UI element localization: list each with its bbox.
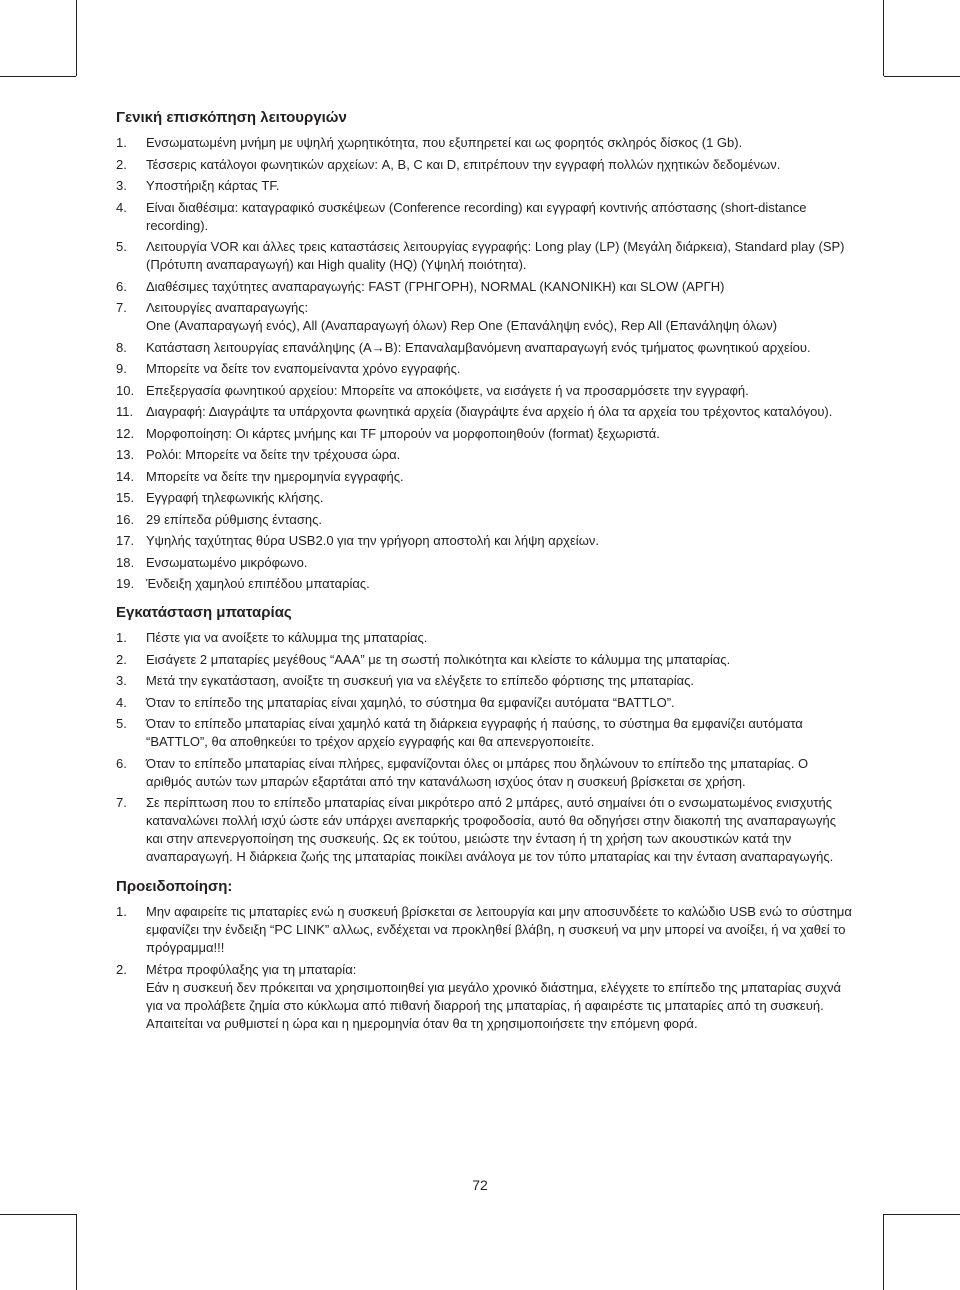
list-item: [116, 468, 856, 486]
item-text: Ενσωματωμένη μνήμη με υψηλή χωρητικότητα, που εξυπηρετεί και ως φορητός σκληρός δίσκος (1 Gb).: [146, 135, 743, 150]
item-number: 16.: [116, 511, 135, 527]
item-number: 17.: [116, 533, 135, 548]
section-title: Προειδοποίηση:: [116, 878, 233, 895]
list-item: [116, 199, 856, 235]
item-text: Ενσωματωμένο μικρόφωνο.: [146, 554, 308, 570]
list-item: [116, 961, 856, 1033]
list-item: [116, 629, 856, 647]
item-text: Μπορείτε να δείτε τον εναπομείναντα χρόνο εγγραφής.: [146, 361, 461, 376]
warning-list: [116, 903, 856, 1033]
page-number: 72: [472, 1177, 488, 1193]
item-text: Μην αφαιρείτε τις μπαταρίες ενώ η συσκευή βρίσκεται σε λειτουργία και μην αποσυνδέετε το καλώδιο USB ενώ το σύστημα εμφανίζει την ένδειξη “PC LINK” αλλως, ενδέχεται να προκληθεί βλάβη, η συσκευή να μην μπορεί να ανοίξει, ή να χαθεί το πρόγραμμα!!!: [146, 904, 852, 955]
list-item: [116, 794, 856, 866]
item-text: Μέτρα προφύλαξης για τη μπαταρία:: [146, 961, 357, 977]
item-text: Κατάσταση λειτουργίας επανάληψης (A→B): Επαναλαμβανόμενη αναπαραγωγή ενός τμήματος φωνητικού αρχείου.: [146, 339, 811, 355]
section-features: [116, 108, 856, 593]
list-item: [116, 651, 856, 669]
list-item: [116, 403, 856, 421]
item-number: 1.: [116, 630, 127, 645]
list-item: [116, 360, 856, 378]
list-item: [116, 694, 856, 712]
item-number: 7.: [116, 300, 127, 315]
list-item: [116, 299, 856, 335]
list-item: [116, 489, 856, 507]
item-number: 9.: [116, 361, 127, 376]
item-text: Μετά την εγκατάσταση, ανοίξτε τη συσκευή για να ελέγξετε το επίπεδο φόρτισης της μπαταρίας.: [146, 673, 695, 688]
item-number: 5.: [116, 716, 127, 731]
item-number: 12.: [116, 425, 135, 441]
item-number: 14.: [116, 468, 135, 484]
item-number: 11.: [116, 404, 134, 419]
item-text: Διαθέσιμες ταχύτητες αναπαραγωγής: FAST (ΓΡΗΓΟΡΗ), NORMAL (ΚΑΝΟΝΙΚΗ) και SLOW (ΑΡΓΗ): [146, 278, 725, 294]
list-item: [116, 382, 856, 400]
list-item: [116, 134, 856, 152]
item-text: Όταν το επίπεδο μπαταρίας είναι χαμηλό κατά τη διάρκεια εγγραφής ή παύσης, το σύστημα θα εμφανίζει αυτόματα “BATTLO”, θα αποθηκεύει το τρέχον αρχείο εγγραφής και θα απενεργοποιείτε.: [146, 716, 803, 749]
section-title: Γενική επισκόπηση λειτουργιών: [116, 109, 347, 126]
item-number: 18.: [116, 554, 135, 570]
item-number: 4.: [116, 694, 127, 710]
item-number: 3.: [116, 673, 127, 688]
list-item: [116, 425, 856, 443]
item-number: 4.: [116, 199, 127, 215]
battery-install-list: [116, 629, 856, 866]
crop-mark-left-top-h: [0, 76, 76, 77]
item-text: Είναι διαθέσιμα: καταγραφικό συσκέψεων (Conference recording) και εγγραφή κοντινής απόστασης (short-distance recording).: [146, 199, 807, 233]
crop-mark-bottom-right: [883, 1214, 884, 1290]
list-item: [116, 755, 856, 791]
item-number: 8.: [116, 339, 127, 355]
item-number: 10.: [116, 382, 135, 398]
crop-mark-right-bottom-h: [884, 1214, 960, 1215]
list-item: [116, 554, 856, 572]
document-body: [116, 108, 856, 1036]
item-text: Ένδειξη χαμηλού επιπέδου μπαταρίας.: [146, 576, 370, 591]
item-text: Διαγραφή: Διαγράψτε τα υπάρχοντα φωνητικά αρχεία (διαγράψτε ένα αρχείο ή όλα τα αρχεία του τρέχοντος καταλόγου).: [146, 404, 833, 419]
item-text: Εγγραφή τηλεφωνικής κλήσης.: [146, 490, 324, 505]
crop-mark-top-right: [883, 0, 884, 76]
list-item: [116, 238, 856, 274]
list-item: [116, 532, 856, 550]
item-number: 5.: [116, 239, 127, 254]
list-item: [116, 278, 856, 296]
list-item: [116, 672, 856, 690]
item-number: 7.: [116, 795, 127, 810]
crop-mark-top-left: [76, 0, 77, 76]
item-text: Εισάγετε 2 μπαταρίες μεγέθους “AAA” με τη σωστή πολικότητα και κλείστε το κάλυμμα της μπαταρίας.: [146, 651, 731, 667]
item-text: Πέστε για να ανοίξετε το κάλυμμα της μπαταρίας.: [146, 630, 428, 645]
item-text: Μορφοποίηση: Οι κάρτες μνήμης και TF μπορούν να μορφοποιηθούν (format) ξεχωριστά.: [146, 425, 660, 441]
list-item: [116, 446, 856, 464]
item-text: 29 επίπεδα ρύθμισης έντασης.: [146, 511, 322, 527]
list-item: [116, 511, 856, 529]
section-battery-install: [116, 603, 856, 866]
item-text: Λειτουργίες αναπαραγωγής:: [146, 300, 309, 315]
item-number: 13.: [116, 447, 135, 462]
item-number: 2.: [116, 961, 127, 977]
item-number: 1.: [116, 904, 127, 919]
list-item: [116, 575, 856, 593]
item-number: 2.: [116, 156, 127, 172]
item-text: Τέσσερις κατάλογοι φωνητικών αρχείων: A, B, C και D, επιτρέπουν την εγγραφή πολλών ηχητικών δεδομένων.: [146, 156, 781, 172]
item-number: 1.: [116, 135, 127, 150]
item-text: Λειτουργία VOR και άλλες τρεις καταστάσεις λειτουργίας εγγραφής: Long play (LP) (Μεγάλη διάρκεια), Standard play (SP) (Πρότυπη αναπαραγωγή) και High quality (HQ) (Υψηλή ποιότητα).: [146, 239, 845, 272]
item-text: Σε περίπτωση που το επίπεδο μπαταρίας είναι μικρότερο από 2 μπάρες, αυτό σημαίνει ότι ο ενσωματωμένος ενισχυτής καταναλώνει πολλή ισχύ ώστε εάν υπάρχει ανεπαρκής τροφοδοσία, αυτό θα οδηγήσει στην διακοπή της αναπαραγωγής και στην απενεργοποίηση της συσκευής. Ως εκ τούτου, μειώστε την ένταση ή τη χρήση των ακουστικών κατά την αναπαραγωγή. Η διάρκεια ζωής της μπαταρίας ποικίλει ανάλογα με τον τύπο μπαταρίας και την ένταση αναπαραγωγής.: [146, 795, 837, 864]
crop-mark-right-top-h: [884, 76, 960, 77]
item-number: 19.: [116, 576, 135, 591]
item-text: Ρολόι: Μπορείτε να δείτε την τρέχουσα ώρα.: [146, 447, 401, 462]
list-item: [116, 177, 856, 195]
list-item: [116, 156, 856, 174]
item-number: 6.: [116, 278, 127, 294]
list-item: [116, 339, 856, 357]
item-text: Μπορείτε να δείτε την ημερομηνία εγγραφής.: [146, 468, 404, 484]
item-text-continued: One (Αναπαραγωγή ενός), All (Αναπαραγωγή όλων) Rep One (Επανάληψη ενός), Rep All (Επανάληψη όλων): [146, 318, 778, 333]
crop-mark-left-bottom-h: [0, 1214, 76, 1215]
item-number: 2.: [116, 651, 127, 667]
section-title: Εγκατάσταση μπαταρίας: [116, 604, 292, 621]
item-number: 15.: [116, 490, 135, 505]
item-text: Όταν το επίπεδο της μπαταρίας είναι χαμηλό, το σύστημα θα εμφανίζει αυτόματα “BATTLO”.: [146, 694, 675, 710]
item-text: Υψηλής ταχύτητας θύρα USB2.0 για την γρήγορη αποστολή και λήψη αρχείων.: [146, 533, 599, 548]
item-text-continued: Εάν η συσκευή δεν πρόκειται να χρησιμοποιηθεί για μεγάλο χρονικό διάστημα, ελέγχετε το επίπεδο της μπαταρίας συχνά για να προλάβετε ζημία στο κύκλωμα από πιθανή διαρροή της μπαταρίας, ή αφαιρέστε τις μπαταρίες από τη συσκευή. Απαιτείται να ρυθμιστεί η ώρα και η ημερομηνία όταν θα τη χρησιμοποιήσετε την επόμενη φορά.: [146, 979, 842, 1031]
features-list: [116, 134, 856, 593]
list-item: [116, 715, 856, 751]
item-text: Υποστήριξη κάρτας TF.: [146, 178, 280, 193]
list-item: [116, 903, 856, 957]
item-number: 6.: [116, 755, 127, 771]
section-warning: [116, 877, 856, 1033]
item-number: 3.: [116, 178, 127, 193]
item-text: Επεξεργασία φωνητικού αρχείου: Μπορείτε να αποκόψετε, να εισάγετε ή να προσαρμόσετε την εγγραφή.: [146, 382, 749, 398]
item-text: Όταν το επίπεδο μπαταρίας είναι πλήρες, εμφανίζονται όλες οι μπάρες που δηλώνουν το επίπεδο της μπαταρίας. Ο αριθμός αυτών των μπαρών εξαρτάται από την κατανάλωση ισχύος όταν η συσκευή βρίσκεται σε χρήση.: [146, 755, 809, 789]
crop-mark-bottom-left: [76, 1214, 77, 1290]
